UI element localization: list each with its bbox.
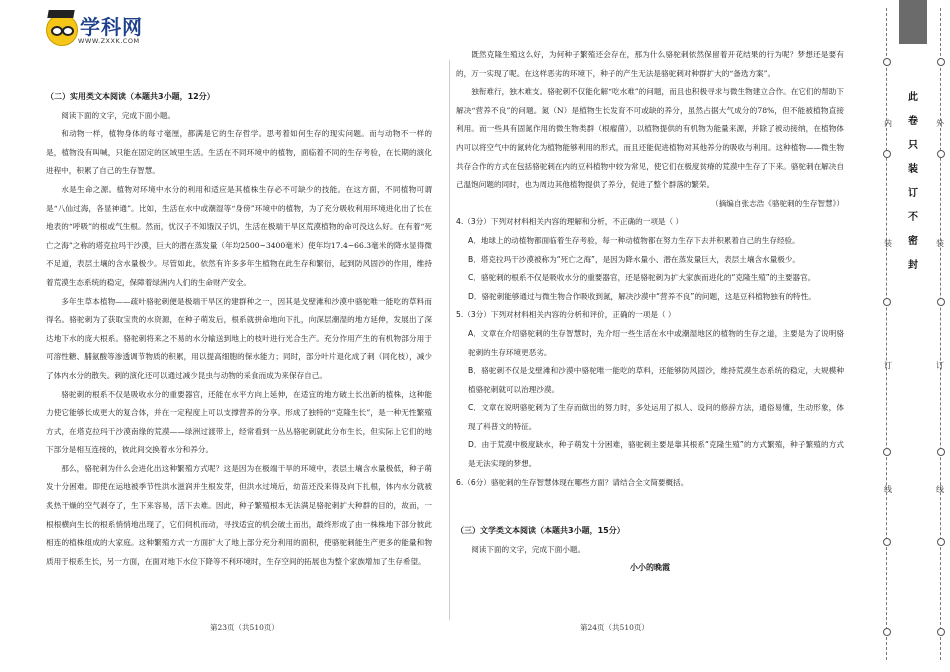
binding-hole-icon	[883, 628, 891, 636]
paragraph: 既然克隆生殖这么好，为何种子繁殖还会存在，那为什么骆驼刺依然保留着开花结果的行为呢？梦想还是要有的，万一实现了呢。在这样恶劣的环境下，种子的产生无法是骆驼刺对种群扩大的“备选方案”。	[456, 50, 844, 78]
paragraph: 水是生命之源。植物对环境中水分的利用和适应是其植株生存必不可缺少的技能。在这方面，不同植物可谓是“八仙过海，各显神通”。比如，生活在水中或潮湿等“身傍”环境中的植物，为了充分吸收利用环境进化出了长在地表的“呼吸”的根或气生根。然而，忧汉子不知饿汉子饥，生活在极端干旱区荒漠植物的命可没这么好。在有着“死亡之海”之称的塔克拉玛干沙漠，巨大的潜在蒸发量（年均2500~3400毫米）使年均17.4~66.3毫米的降水显得微不足道，表层土壤的含水量极少。尽管如此，依然有许多多年生植物在此生存和繁衍，起到防风固沙的作用，维持着荒漠生态系统的稳定，保障着绿洲内人们的生命财产安全。	[46, 184, 432, 287]
paragraph: 那么，骆驼刺为什么会进化出这种繁殖方式呢？这是因为在极端干旱的环境中，表层土壤含水量极低，种子萌发十分困难。即使在运地被季节性洪水滋润并生根发芽，但洪水过境后，幼苗还没来得及向下扎根，体内水分就被炙热干燥的空气剥夺了，生下来容易，活下去难。因此，种子繁殖根本无法满足骆驼刺扩大种群的目的，故而，一根根横向生长的根系悄悄地出现了，它们伺机而动，寻找适宜的机会破土而出，最终形成了由一株株地下部分彼此相连的植株组成的大家庭。这种繁殖方式一方面扩大了地上部分充分利用的面积，使骆驼刺能生产更多的能量和物质用于根系生长，另一方面，在面对地下水位下降等不利环境时，生存空间的拓展也为整个家族增加了生存希望。	[46, 463, 432, 566]
option-d: D．由于荒漠中极度缺水，种子萌发十分困难，骆驼刺主要是靠其根系“克隆生殖”的方式繁殖，种子繁殖的方式是无法实现的梦想。	[468, 440, 844, 469]
binding-hole-icon	[937, 538, 945, 546]
binding-hole-icon	[883, 538, 891, 546]
notice-char: 卷	[908, 116, 918, 127]
binding-hole-icon	[937, 448, 945, 456]
question-6	[456, 474, 844, 493]
notice-char: 订	[908, 188, 918, 199]
binding-hole-icon	[937, 628, 945, 636]
notice-char: 装	[908, 164, 918, 175]
paragraph: 和动物一样，植物身体的每寸毫厘，都满是它的生存哲学。思考着如何生存的现实问题。而与动物不一样的是，植物没有叫喊，只能在固定的区域里生活。生活在不同环境中的植物，面临着不同的生存考验，在长期的演化进程中，积累了自己的生存智慧。	[46, 129, 432, 176]
left-column	[46, 88, 432, 571]
binding-hole-icon	[937, 58, 945, 66]
paragraph: 多年生草本植物——疏叶骆驼刺便是极端干旱区的建群种之一，因其是戈壁滩和沙漠中骆驼唯一能吃的草料而得名。骆驼刺为了获取宝贵的水资源，在种子萌发后，根系就拼命地向下扎，向深层潮湿的地方延伸，发展出了深达地下水的庞大根系。骆驼刺将来之不易的水分输送到地上的枝叶进行光合生产。充分作用产生的有机物部分用于可溶性糖、脯氨酸等渗透调节物质的积累，用以提高细胞的保水能力；同时，部分叶片退化成了刺（同化枝），减少了体内水分的散失。刺的演化还可以通过减少昆虫与动物的采食而成为来保存自己。	[46, 296, 432, 380]
story-title: 小小的晚霞	[630, 563, 670, 573]
binding-hole-icon	[937, 298, 945, 306]
question-stem: 4.（3分）下列对材料相关内容的理解和分析，不正确的一项是（ ）	[456, 217, 684, 227]
binding-hole-icon	[883, 58, 891, 66]
instruction: 阅读下面的文字，完成下面小题。	[61, 110, 176, 120]
notice-char: 只	[908, 140, 918, 151]
question-stem: 6.（6分）骆驼刺的生存智慧体现在哪些方面？请结合全文简要概括。	[456, 477, 689, 487]
binding-hole-icon	[883, 150, 891, 158]
notice-char: 此	[908, 92, 918, 103]
notice-char: 封	[908, 260, 918, 271]
question-4	[456, 213, 844, 306]
outer-char: 线	[936, 485, 944, 494]
option-a: A．文章在介绍骆驼刺的生存智慧时，先介绍一些生活在水中或潮湿地区的植物的生存之道，主要是为了说明骆驼刺的生存环境更恶劣。	[468, 328, 844, 357]
option-a: A．地球上的动植物都面临着生存考验，每一种动植物都在努力生存下去并积累着自己的生存经验。	[468, 235, 800, 245]
option-c: C．骆驼刺的根系不仅是吸收水分的重要器官，还是骆驼刺为扩大家族而进化的“克隆生殖”的主要器官。	[468, 273, 816, 283]
inner-char: 装	[884, 239, 892, 248]
option-c: C．文章在说明骆驼刺为了生存而做出的努力时，多处运用了拟人、设问的修辞方法，通俗易懂，生动形象，体现了科普文的特征。	[468, 403, 844, 431]
paragraph: 独衔难行，独木难支。骆驼刺不仅能化解“吃水难”的问题，而且也积极寻求与微生物建立合作。在它们的帮助下解决“营养不良”的问题。氮（N）是植物生长发育不可或缺的养分，虽然占据大气成分的78%，但不能被植物直接利用。而一些具有固氮作用的微生物类群（根瘤菌），以植物提供的有机物为能量来源，并除了被动接纳，在植物体内可以将空气中的氮转化为植物能够利用的形式，而且还能促进植物对其他养分的吸收与利用。这种植物——微生物共存合作的方式在包括骆驼刺在内的豆科植物中较为常见，使它们在极度贫瘠的荒漠中生存了下来。骆驼刺在解决自己温饱问题的同时，也为周边其他植物提供了养分，促进了整个群落的繁荣。	[456, 87, 844, 190]
page-footer-left: 第23页（共510页）	[210, 623, 279, 632]
outer-char: 外	[936, 119, 944, 128]
binding-margin	[872, 0, 950, 672]
notice-char: 不	[908, 212, 918, 223]
inner-char: 内	[884, 119, 892, 128]
logo-url: WWW.ZXXK.COM	[78, 37, 140, 45]
outer-char: 装	[936, 239, 944, 248]
source-citation: （摘编自张志浩《骆驼刺的生存智慧》）	[711, 198, 844, 208]
column-divider	[449, 60, 450, 620]
binding-notice-strip	[899, 0, 927, 672]
logo-brand: 学科网	[80, 15, 143, 39]
section-title: （三）文学类文本阅读（本题共3小题，15分）	[456, 526, 625, 536]
paragraph: 骆驼刺的根系不仅是吸收水分的重要器官，还能在水平方向上延伸，在适宜的地方破土长出新的植株，这种能力使它能够长成更大的复合体，并在一定程度上可以支撑营养的分享。形成了独特的“克隆生长”，是一种无性繁殖方式，在塔克拉玛干沙漠南缘的荒漠——绿洲过渡带上，经常看到一丛丛骆驼刺就此分布生长，但实际上它们的地下部分是相互连接的，彼此间交换着水分和养分。	[46, 389, 432, 455]
binding-notice-header	[899, 0, 927, 44]
section-title: （二）实用类文本阅读（本题共3小题，12分）	[46, 92, 215, 101]
option-b: B．塔克拉玛干沙漠被称为“死亡之海”，是因为降水量小、潜在蒸发量巨大，表层土壤含水量极少。	[468, 254, 801, 264]
option-d: D．骆驼刺能够通过与微生物合作吸收到氮，解决沙漠中“营养不良”的问题，这是豆科植物独有的特性。	[468, 291, 816, 301]
right-column	[456, 46, 844, 578]
question-5	[456, 306, 844, 473]
inner-char: 线	[884, 485, 892, 494]
binding-line-inner	[886, 8, 887, 660]
option-b: B．骆驼刺不仅是戈壁滩和沙漠中骆驼唯一能吃的草料，还能够防风固沙，维持荒漠生态系统的稳定，大规模种植骆驼刺就可以治理沙漠。	[468, 366, 844, 394]
outer-char: 订	[936, 361, 944, 370]
binding-hole-icon	[883, 448, 891, 456]
binding-hole-icon	[883, 298, 891, 306]
binding-line-outer	[940, 8, 941, 660]
logo-eye-icon	[62, 26, 74, 36]
notice-char: 密	[908, 236, 918, 247]
question-stem: 5.（3分）下列对材料相关内容的分析和评价，正确的一项是（ ）	[456, 310, 676, 320]
binding-hole-icon	[937, 150, 945, 158]
inner-char: 订	[884, 361, 892, 370]
instruction: 阅读下面的文字，完成下面小题。	[471, 544, 586, 554]
graduation-cap-icon	[47, 10, 74, 18]
logo	[46, 10, 166, 50]
page-footer-right: 第24页（共510页）	[580, 623, 649, 632]
